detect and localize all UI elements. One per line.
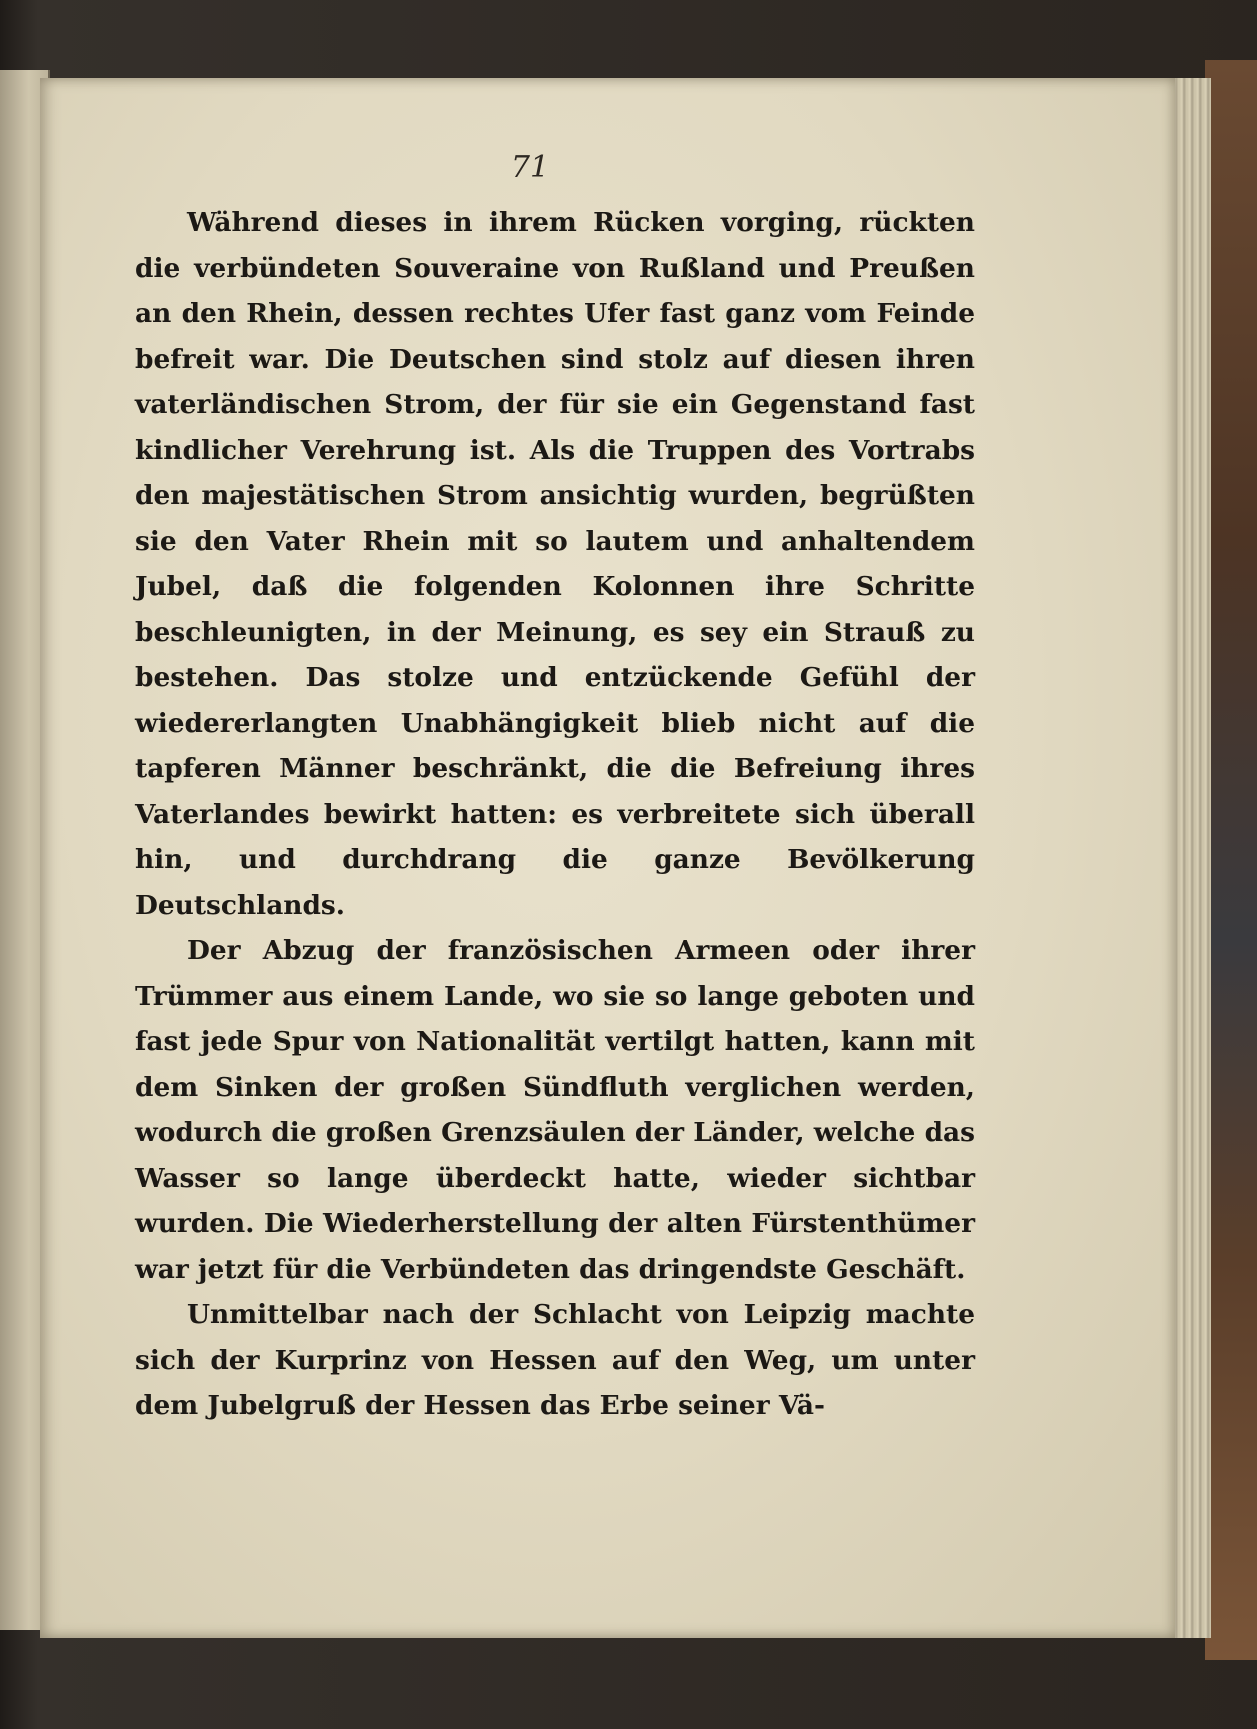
- paragraph-3: Unmittelbar nach der Schlacht von Leipzig machte sich der Kurprinz von Hessen auf den Weg, um unter dem Jubelgruß der Hessen das Erbe seiner Vä-: [135, 1299, 975, 1421]
- page-number: 71: [510, 150, 550, 185]
- paragraph-1: Während dieses in ihrem Rücken vorging, rückten die verbündeten Souveraine von Rußland und Preußen an den Rhein, dessen rechtes Ufer fast ganz vom Feinde befreit war. Die Deutschen sind stolz auf diesen ihren vaterländischen Strom, der für sie ein Gegenstand fast kindlicher Verehrung ist. Als die Truppen des Vortrabs den majestätischen Strom ansichtig wurden, begrüßten sie den Vater Rhein mit so lautem und anhaltendem Jubel, daß die folgenden Kolonnen ihre Schritte beschleunigten, in der Meinung, es sey ein Strauß zu bestehen. Das stolze und entzückende Gefühl der wiedererlangten Unabhängigkeit blieb nicht auf die tapferen Männer beschränkt, die die Befreiung ihres Vaterlandes bewirkt hatten: es verbreitete sich überall hin, und durchdrang die ganze Bevölkerung Deutschlands.: [135, 207, 975, 921]
- book-cover-edge: [1205, 60, 1257, 1660]
- body-text: [135, 200, 975, 1429]
- paragraph-2: Der Abzug der französischen Armeen oder ihrer Trümmer aus einem Lande, wo sie so lange geboten und fast jede Spur von Nationalität vertilgt hatten, kann mit dem Sinken der großen Sündfluth verglichen werden, wodurch die großen Grenzsäulen der Länder, welche das Wasser so lange überdeckt hatte, wieder sichtbar wurden. Die Wiederherstellung der alten Fürstenthümer war jetzt für die Verbündeten das dringendste Geschäft.: [135, 935, 975, 1285]
- page-stack-edges: [1170, 78, 1211, 1638]
